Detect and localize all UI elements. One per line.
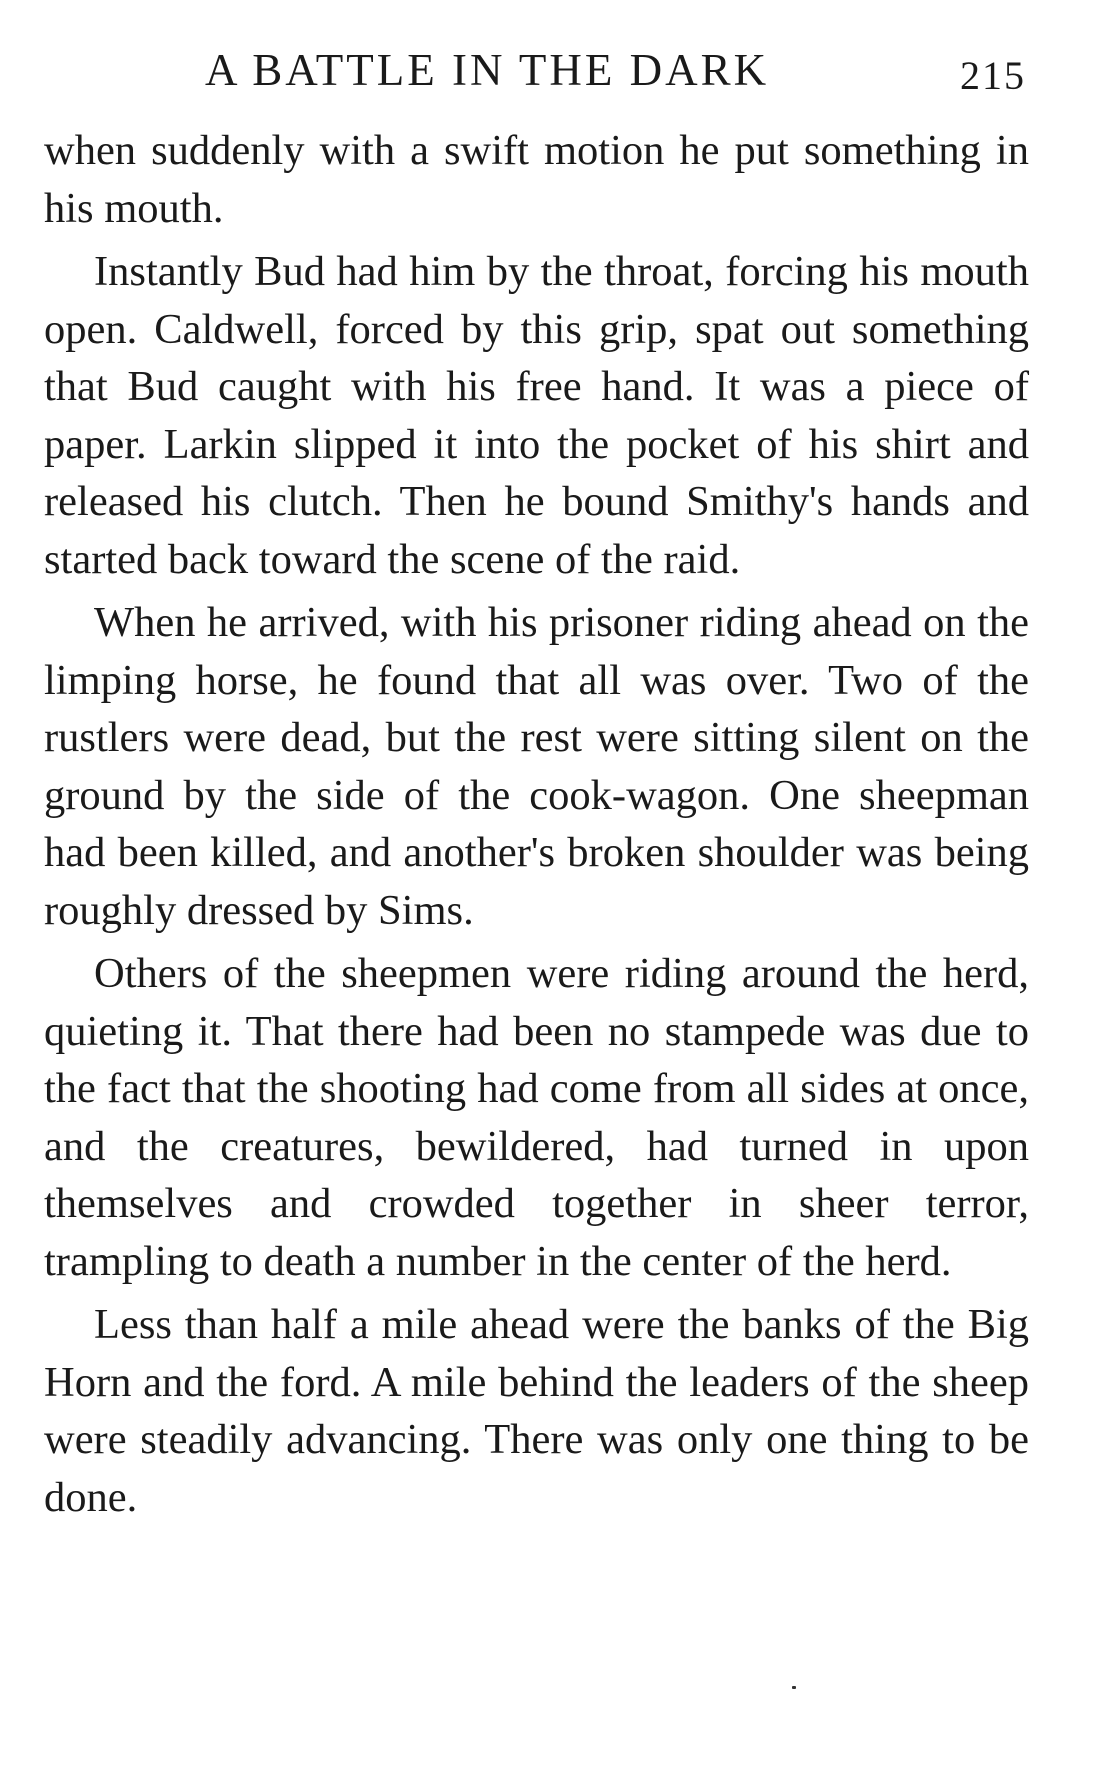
running-title: A BATTLE IN THE DARK — [205, 45, 770, 95]
body-text — [44, 122, 1029, 1526]
paragraph: Less than half a mile ahead were the banks of the Big Horn and the ford. A mile behind the leaders of the sheep were steadily advancing. There was only one thing to be done. — [44, 1301, 1029, 1521]
paragraph: Others of the sheepmen were riding around the herd, quieting it. That there had been no stampede was due to the fact that the shooting had come from all sides at once, and the creatures, bewildered, had turned in upon themselves and crowded together in sheer terror, trampling to death a number in the center of the herd. — [44, 950, 1029, 1285]
paragraph: When he arrived, with his prisoner riding ahead on the limping horse, he found that all was over. Two of the rustlers were dead, but the rest were sitting silent on the ground by the side of the cook-wagon. One sheepman had been killed, and another's broken shoulder was being roughly dressed by Sims. — [44, 599, 1029, 934]
page-number: 215 — [960, 53, 1026, 98]
paragraph: Instantly Bud had him by the throat, forcing his mouth open. Caldwell, forced by this grip, spat out something that Bud caught with his free hand. It was a piece of paper. Larkin slipped it into the pocket of his shirt and released his clutch. Then he bound Smithy's hands and started back toward the scene of the raid. — [44, 248, 1029, 583]
running-header — [0, 40, 1115, 100]
ink-speck — [792, 1686, 796, 1689]
paragraph: when suddenly with a swift motion he put something in his mouth. — [44, 127, 1029, 232]
